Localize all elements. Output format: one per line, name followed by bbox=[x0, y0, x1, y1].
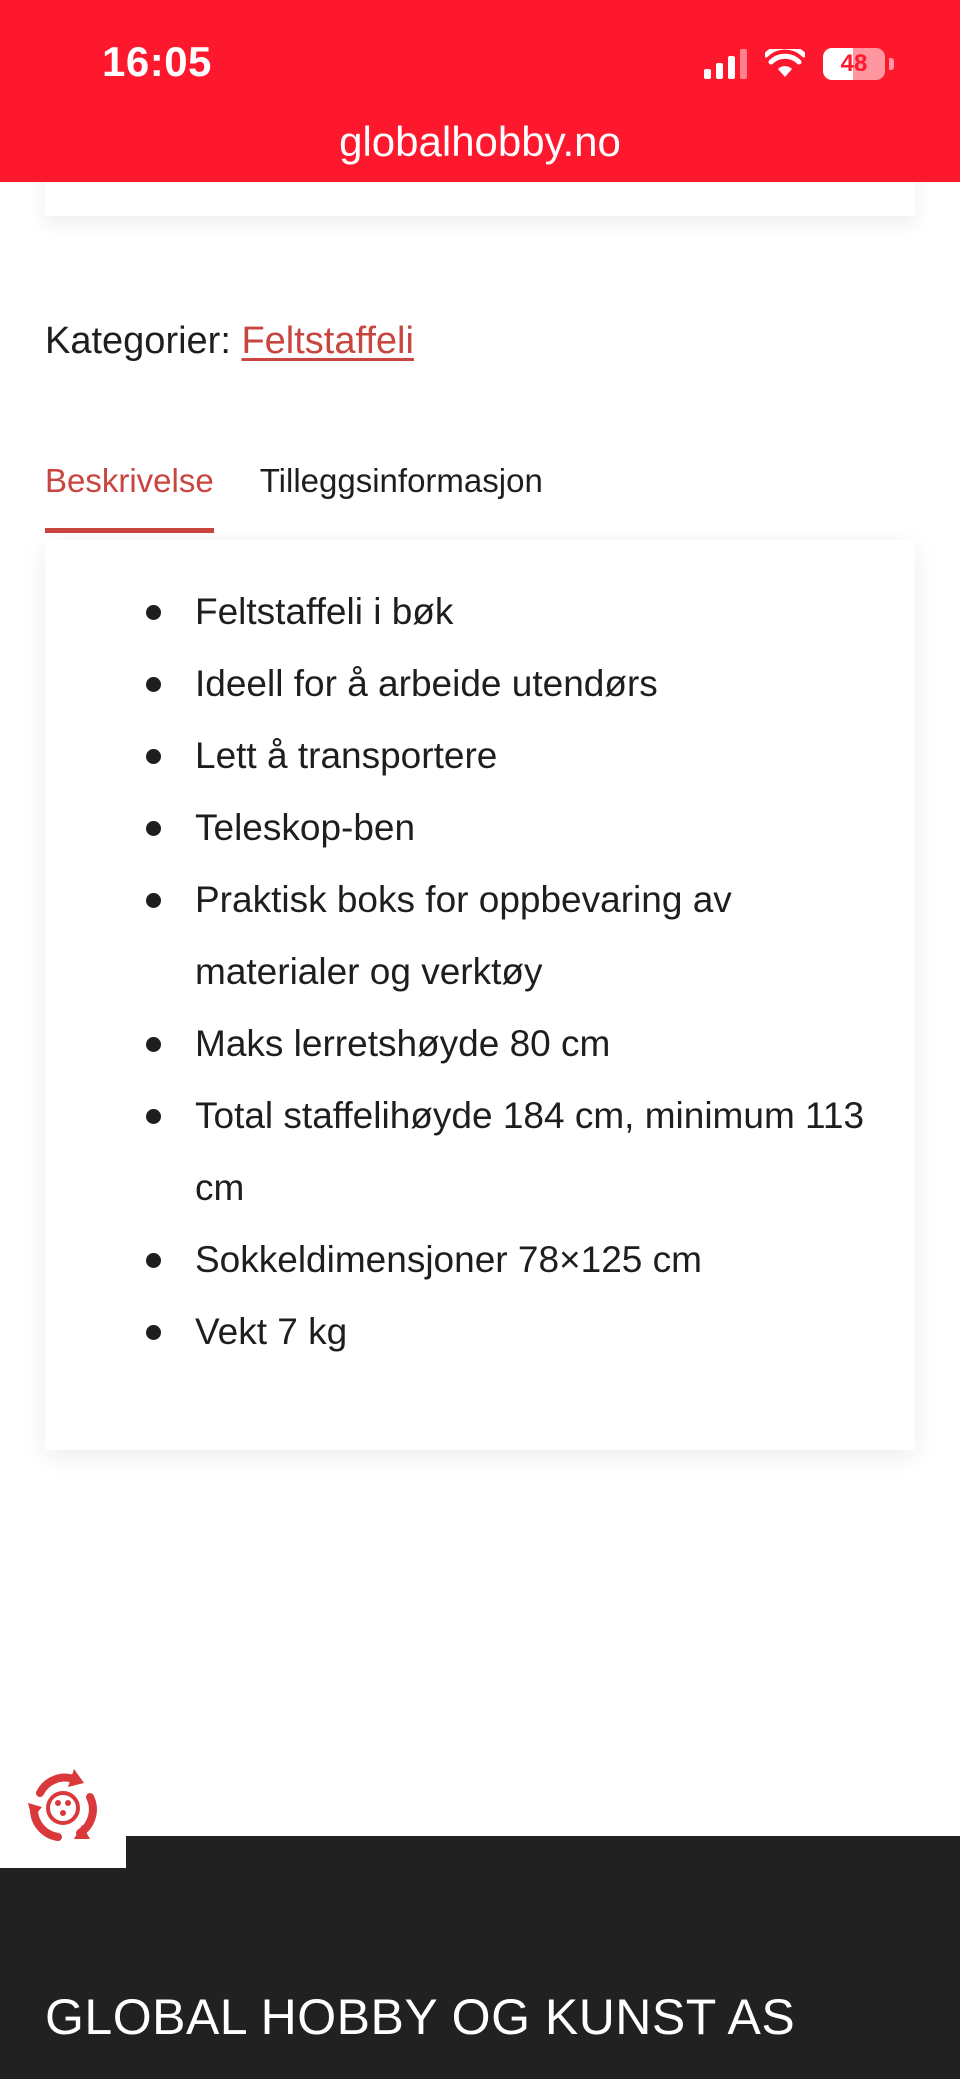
site-footer bbox=[0, 1836, 960, 2079]
status-icons bbox=[704, 46, 894, 82]
product-categories bbox=[45, 320, 414, 363]
list-item: Vekt 7 kg bbox=[195, 1296, 875, 1368]
list-item: Total staffelihøyde 184 cm, minimum 113 cm bbox=[195, 1080, 875, 1224]
tab-beskrivelse[interactable]: Beskrivelse bbox=[45, 462, 214, 533]
status-time: 16:05 bbox=[102, 38, 212, 85]
categories-label: Kategorier: bbox=[45, 320, 231, 362]
wifi-icon bbox=[765, 49, 805, 79]
footer-company-name: GLOBAL HOBBY OG KUNST AS bbox=[45, 1989, 796, 2045]
battery-icon bbox=[823, 48, 885, 80]
list-item: Teleskop-ben bbox=[195, 792, 875, 864]
tab-tilleggsinformasjon[interactable]: Tilleggsinformasjon bbox=[259, 462, 543, 499]
list-item: Praktisk boks for oppbevaring av materialer og verktøy bbox=[195, 864, 875, 1008]
browser-top-bar bbox=[0, 0, 960, 182]
list-item: Feltstaffeli i bøk bbox=[195, 576, 875, 648]
list-item: Maks lerretshøyde 80 cm bbox=[195, 1008, 875, 1080]
list-item: Lett å transportere bbox=[195, 720, 875, 792]
product-tabs bbox=[45, 462, 589, 533]
cellular-signal-icon bbox=[704, 49, 747, 79]
address-bar-url[interactable]: globalhobby.no bbox=[339, 118, 621, 165]
category-link[interactable]: Feltstaffeli bbox=[241, 320, 414, 362]
battery-percent: 48 bbox=[840, 50, 868, 77]
circular-arrows-logo-icon bbox=[18, 1763, 108, 1853]
description-list bbox=[195, 576, 875, 1368]
list-item: Sokkeldimensjoner 78×125 cm bbox=[195, 1224, 875, 1296]
description-panel bbox=[45, 540, 915, 1450]
list-item: Ideell for å arbeide utendørs bbox=[195, 648, 875, 720]
floating-logo[interactable] bbox=[0, 1748, 126, 1868]
battery-tip bbox=[889, 58, 894, 70]
